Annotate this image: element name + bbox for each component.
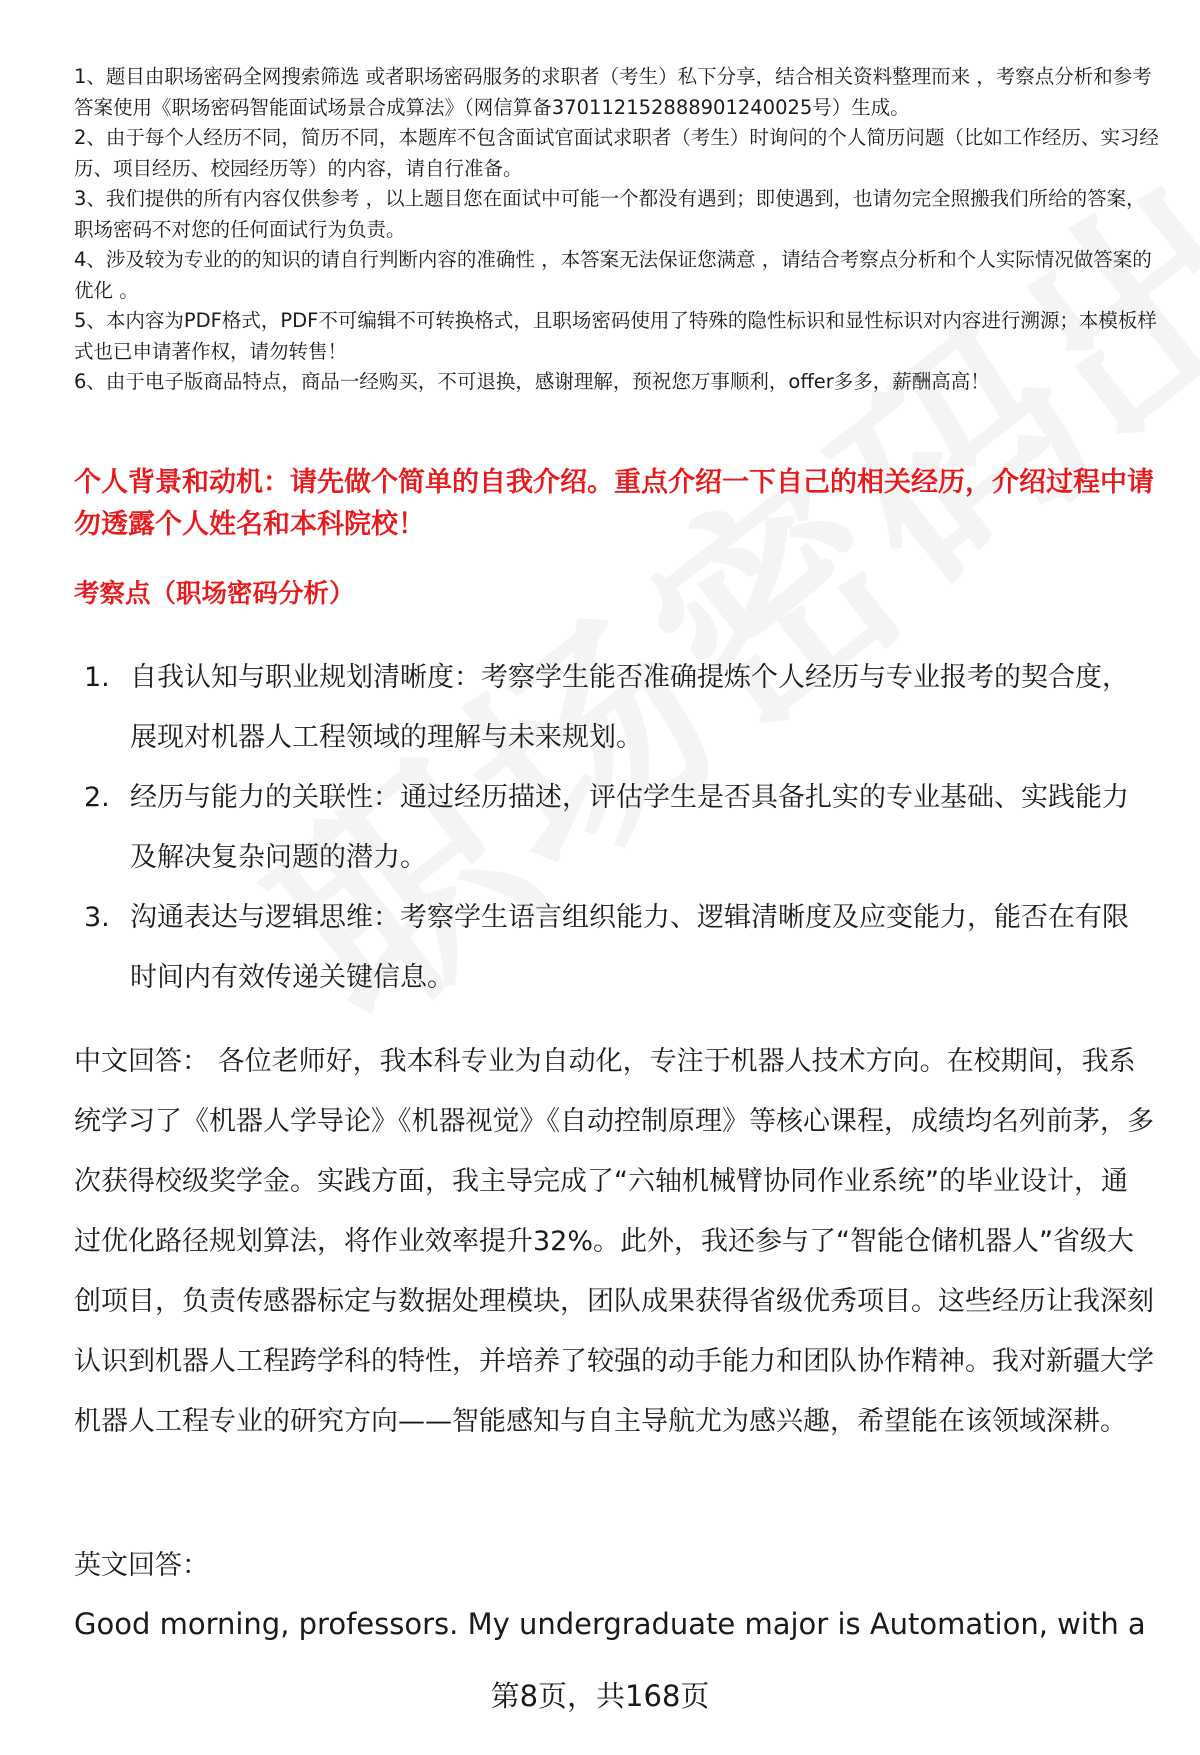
disclaimer-item: 6、由于电子版商品特点，商品一经购买，不可退换，感谢理解，预祝您万事顺利，offer多多，薪酬高高！ <box>74 370 990 393</box>
analysis-points <box>74 648 1154 1008</box>
disclaimer-list <box>74 62 1160 398</box>
question-heading: 个人背景和动机：请先做个简单的自我介绍。重点介绍一下自己的相关经历，介绍过程中请勿透露个人姓名和本科院校！ <box>74 467 1154 540</box>
chinese-answer: 中文回答： 各位老师好，我本科专业为自动化，专注于机器人技术方向。在校期间，我系统学习了《机器人学导论》《机器视觉》《自动控制原理》等核心课程，成绩均名列前茅，多次获得校级奖学金。实践方面，我主导完成了“六轴机械臂协同作业系统”的毕业设计，通过优化路径规划算法，将作业效率提升32%。此外，我还参与了“智能仓储机器人”省级大创项目，负责传感器标定与数据处理模块，团队成果获得省级优秀项目。这些经历让我深刻认识到机器人工程跨学科的特性，并培养了较强的动手能力和团队协作精神。我对新疆大学机器人工程专业的研究方向——智能感知与自主导航尤为感兴趣，希望能在该领域深耕。 <box>74 1046 1154 1437</box>
point-text: 沟通表达与逻辑思维：考察学生语言组织能力、逻辑清晰度及应变能力，能否在有限时间内有效传递关键信息。 <box>130 902 1129 993</box>
page-number: 第8页，共168页 <box>490 1679 710 1713</box>
point-number: 3. <box>84 902 110 933</box>
disclaimer-item: 2、由于每个人经历不同，简历不同，本题库不包含面试官面试求职者（考生）时询问的个人简历问题（比如工作经历、实习经历、项目经历、校园经历等）的内容，请自行准备。 <box>74 126 1159 180</box>
disclaimer-item: 3、我们提供的所有内容仅供参考 ，以上题目您在面试中可能一个都没有遇到；即使遇到，也请勿完全照搬我们所给的答案，职场密码不对您的任何面试行为负责。 <box>74 187 1146 241</box>
disclaimer-item: 5、本内容为PDF格式，PDF不可编辑不可转换格式，且职场密码使用了特殊的隐性标识和显性标识对内容进行溯源；本模板样式也已申请著作权，请勿转售！ <box>74 309 1157 363</box>
point-number: 2. <box>84 782 110 813</box>
english-answer: Good morning, professors. My undergraduate major is Automation, with a <box>74 1607 1146 1641</box>
point-text: 自我认知与职业规划清晰度：考察学生能否准确提炼个人经历与专业报考的契合度，展现对机器人工程领域的理解与未来规划。 <box>130 662 1129 753</box>
analysis-point <box>74 768 1154 888</box>
english-answer-label: 英文回答： <box>74 1550 209 1581</box>
analysis-point <box>74 888 1154 1008</box>
point-text: 经历与能力的关联性：通过经历描述，评估学生是否具备扎实的专业基础、实践能力及解决复杂问题的潜力。 <box>130 782 1129 873</box>
point-number: 1. <box>84 662 110 693</box>
disclaimer-item: 4、涉及较为专业的的知识的请自行判断内容的准确性 ，本答案无法保证您满意 ，请结合考察点分析和个人实际情况做答案的优化 。 <box>74 248 1152 302</box>
disclaimer-item: 1、题目由职场密码全网搜索筛选 或者职场密码服务的求职者（考生）私下分享，结合相关资料整理而来 ，考察点分析和参考答案使用《职场密码智能面试场景合成算法》（网信算备370112152888901240025号）生成。 <box>74 65 1152 119</box>
analysis-point <box>74 648 1154 768</box>
analysis-heading: 考察点（职场密码分析） <box>74 579 355 609</box>
